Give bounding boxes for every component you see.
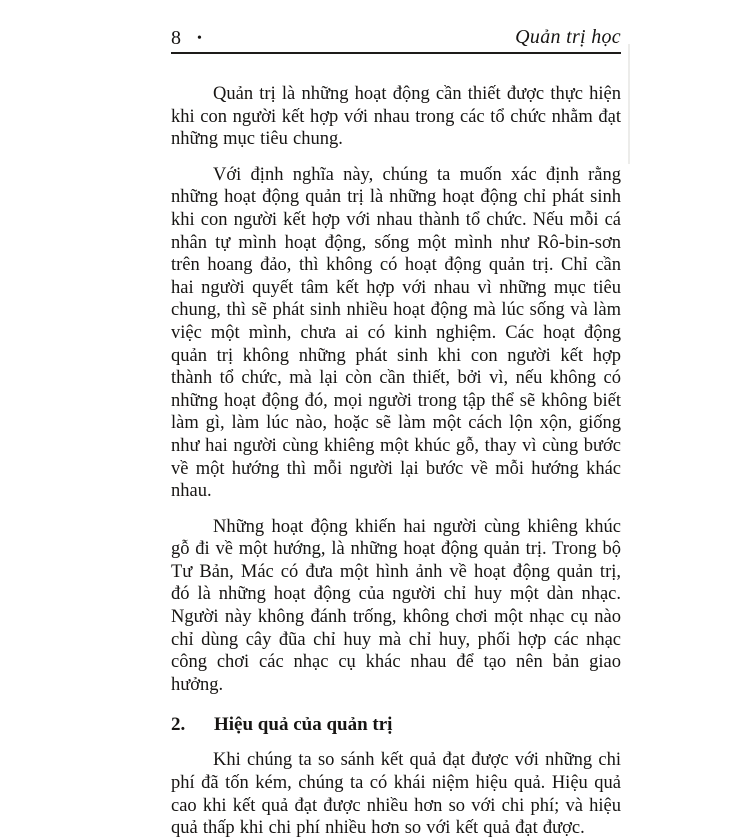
bullet-separator-icon: • xyxy=(197,31,202,46)
page-content xyxy=(171,26,621,840)
running-header-left xyxy=(171,27,202,49)
paragraph-efficiency-definition: Khi chúng ta so sánh kết quả đạt được với những chi phí đã tốn kém, chúng ta có khái niệm hiệu quả. Hiệu quả cao khi kết quả đạt được nhiều hơn so với chi phí; và hiệu quả thấp khi chi phí nhiều hơn so với kết quả đạt được. xyxy=(171,750,621,839)
paragraph-marx-orchestra-example: Những hoạt động khiến hai người cùng khiêng khúc gỗ đi về một hướng, là những hoạt động quản trị. Trong bộ Tư Bản, Mác có đưa một hình ảnh về hoạt động quản trị, đó là những hoạt động của người chỉ huy một dàn nhạc. Người này không đánh trống, không chơi một nhạc cụ nào chỉ dùng cây đũa chỉ huy mà chỉ huy, phối hợp các nhạc công chơi các nhạc cụ khác nhau để tạo nên bản giao hưởng. xyxy=(171,516,621,695)
running-title: Quản trị học xyxy=(515,26,621,48)
section-title: Hiệu quả của quản trị xyxy=(214,714,393,736)
paragraph-definition-summary: Quản trị là những hoạt động cần thiết được thực hiện khi con người kết hợp với nhau trong các tổ chức nhằm đạt những mục tiêu chung. xyxy=(171,84,621,150)
section-number: 2. xyxy=(171,714,186,736)
paragraph-definition-explanation: Với định nghĩa này, chúng ta muốn xác định rằng những hoạt động quản trị là những hoạt động chỉ phát sinh khi con người kết hợp với nhau thành tổ chức. Nếu mỗi cá nhân tự mình hoạt động, sống một mình như Rô-bin-sơn trên hoang đảo, thì không có hoạt động quản trị. Chỉ cần hai người quyết tâm kết hợp với nhau vì những mục tiêu chung, thì sẽ phát sinh nhiều hoạt động mà lúc sống và làm việc một mình, chưa ai có kinh nghiệm. Các hoạt động quản trị không những phát sinh khi con người kết hợp thành tổ chức, mà lại còn cần thiết, bởi vì, nếu không có những hoạt động đó, mọi người trong tập thể sẽ không biết làm gì, làm lúc nào, hoặc sẽ làm một cách lộn xộn, giống như hai người cùng khiêng một khúc gỗ, thay vì cùng bước về một hướng thì mỗi người lại bước về mỗi hướng khác nhau. xyxy=(171,164,621,502)
running-header xyxy=(171,26,621,54)
page-number: 8 xyxy=(171,27,181,49)
page-scan-edge-artifact xyxy=(628,44,630,164)
section-heading xyxy=(171,713,621,736)
